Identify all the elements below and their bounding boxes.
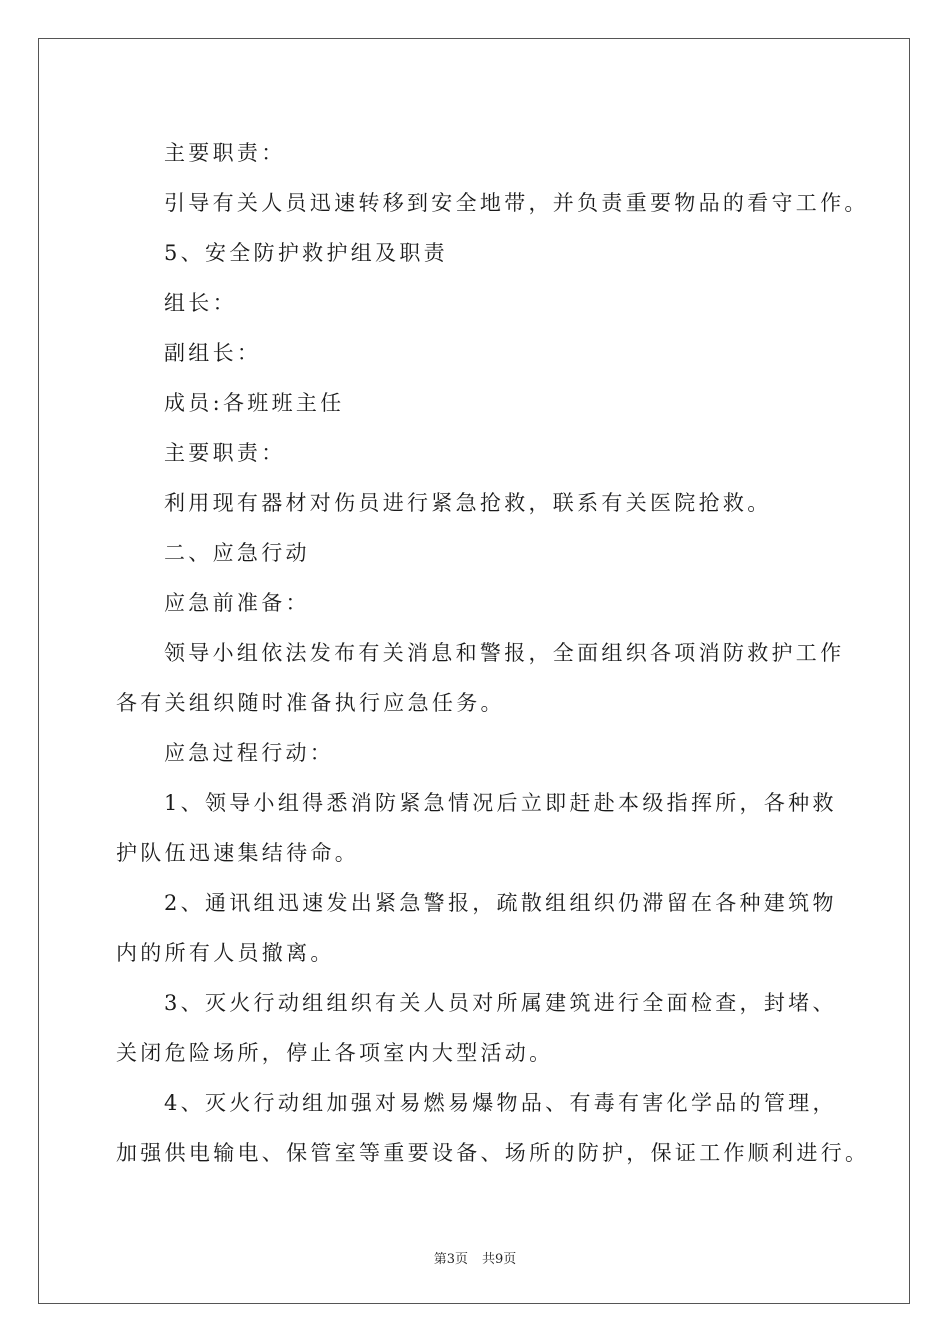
paragraph: 4、灭火行动组加强对易燃易爆物品、有毒有害化学品的管理，: [164, 1091, 837, 1115]
paragraph-continuation: 加强供电输电、保管室等重要设备、场所的防护，保证工作顺利进行。: [116, 1141, 870, 1165]
paragraph-continuation: 内的所有人员撤离。: [116, 941, 335, 965]
paragraph: 2、通讯组迅速发出紧急警报，疏散组组织仍滞留在各种建筑物: [164, 891, 837, 915]
paragraph: 引导有关人员迅速转移到安全地带，并负责重要物品的看守工作。: [164, 191, 869, 215]
paragraph-continuation: 护队伍迅速集结待命。: [116, 841, 359, 865]
paragraph: 利用现有器材对伤员进行紧急抢救，联系有关医院抢救。: [164, 491, 772, 515]
paragraph: 主要职责：: [164, 141, 286, 165]
paragraph: 应急过程行动：: [164, 741, 335, 765]
paragraph: 副组长：: [164, 341, 262, 365]
paragraph: 应急前准备：: [164, 591, 310, 615]
section-heading: 二、应急行动: [164, 541, 310, 565]
document-body: [116, 128, 870, 1178]
paragraph: 成员:各班班主任: [164, 391, 345, 415]
paragraph: 1、领导小组得悉消防紧急情况后立即赶赴本级指挥所，各种救: [164, 791, 837, 815]
paragraph: 5、安全防护救护组及职责: [164, 241, 448, 265]
current-page-label: 第3页: [433, 1252, 468, 1267]
paragraph-continuation: 关闭危险场所，停止各项室内大型活动。: [116, 1041, 554, 1065]
paragraph: 组长：: [164, 291, 237, 315]
page-footer: [0, 1248, 950, 1267]
paragraph-continuation: 各有关组织随时准备执行应急任务。: [116, 691, 505, 715]
paragraph: 3、灭火行动组组织有关人员对所属建筑进行全面检查，封堵、: [164, 991, 837, 1015]
paragraph: 主要职责：: [164, 441, 286, 465]
paragraph: 领导小组依法发布有关消息和警报，全面组织各项消防救护工作: [164, 641, 845, 665]
total-pages-label: 共9页: [482, 1252, 517, 1267]
